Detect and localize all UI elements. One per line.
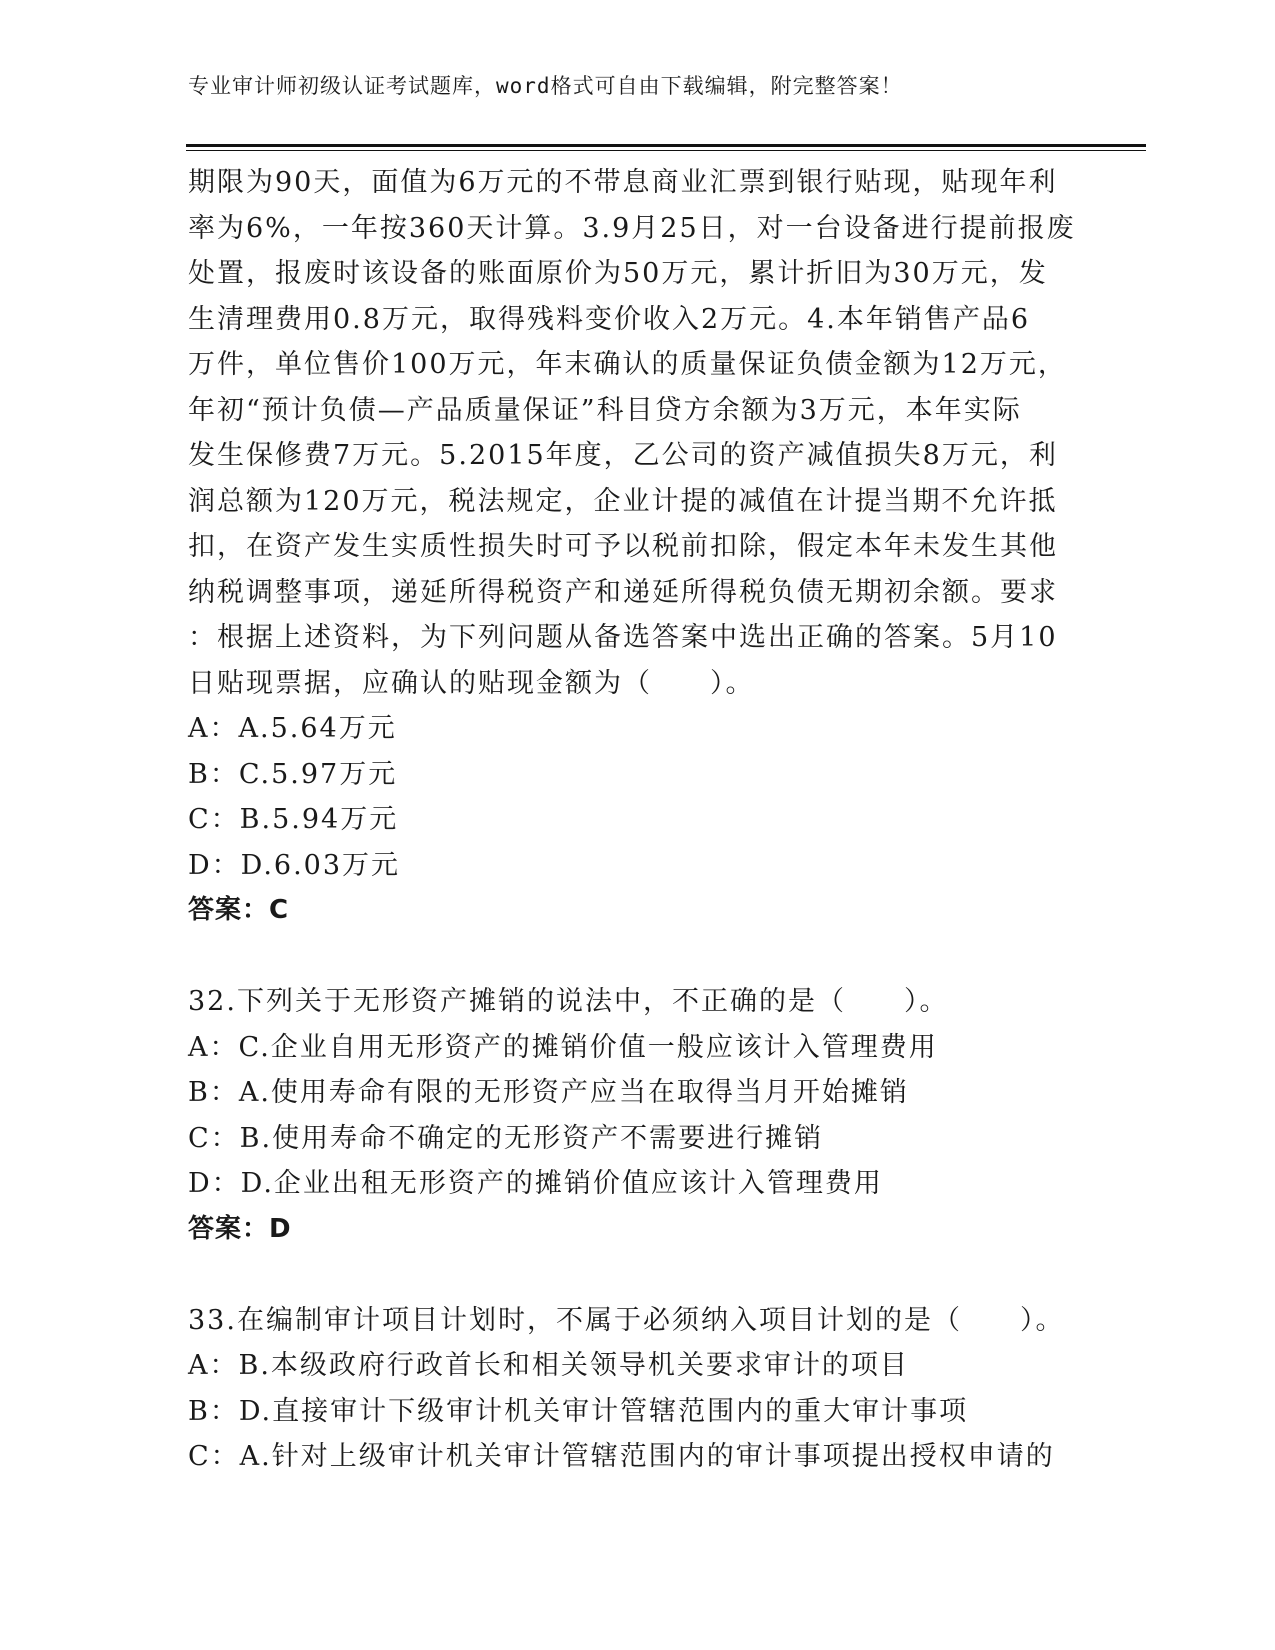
answer-label: 答案：C xyxy=(188,895,290,925)
question-32 xyxy=(188,979,1088,1252)
option-c: C：B.使用寿命不确定的无形资产不需要进行摊销 xyxy=(188,1122,824,1154)
option-b: B：A.使用寿命有限的无形资产应当在取得当月开始摊销 xyxy=(188,1077,909,1108)
option-a: A：A.5.64万元 xyxy=(188,713,397,744)
question-stem-line: 万件，单位售价100万元，年末确认的质量保证负债金额为12万元， xyxy=(188,349,1067,380)
question-stem-line: 润总额为120万元，税法规定，企业计提的减值在计提当期不允许抵 xyxy=(188,485,1058,517)
option-c: C：A.针对上级审计机关审计管辖范围内的审计事项提出授权申请的 xyxy=(188,1441,1055,1472)
question-stem-line: 期限为90天，面值为6万元的不带息商业汇票到银行贴现，贴现年利 xyxy=(188,167,1058,198)
answer-label: 答案：D xyxy=(188,1213,292,1244)
page-header: 专业审计师初级认证考试题库，word格式可自由下载编辑，附完整答案！ xyxy=(188,74,903,98)
question-stem-line: 发生保修费7万元。5.2015年度，乙公司的资产减值损失8万元，利 xyxy=(188,440,1058,471)
question-stem-line: 年初“预计负债—产品质量保证”科目贷方余额为3万元，本年实际 xyxy=(188,394,1022,426)
spacer xyxy=(188,934,1088,980)
question-33 xyxy=(188,1298,1088,1480)
spacer xyxy=(188,1252,1088,1298)
option-a: A：C.企业自用无形资产的摊销价值一般应该计入管理费用 xyxy=(188,1031,938,1063)
option-d: D：D.6.03万元 xyxy=(188,849,401,881)
header-rule-thin xyxy=(186,150,1146,151)
question-stem-line: 率为6%，一年按360天计算。3.9月25日，对一台设备进行提前报废 xyxy=(188,212,1076,244)
question-stem: 33.在编制审计项目计划时，不属于必须纳入项目计划的是（ ）。 xyxy=(188,1304,1065,1336)
question-stem-line: 生清理费用0.8万元，取得残料变价收入2万元。4.本年销售产品6 xyxy=(188,303,1031,335)
question-stem-line: 日贴现票据，应确认的贴现金额为（ ）。 xyxy=(188,667,755,699)
option-c: C：B.5.94万元 xyxy=(188,804,399,835)
option-b: B：D.直接审计下级审计机关审计管辖范围内的重大审计事项 xyxy=(188,1395,969,1427)
question-content xyxy=(188,160,1088,1480)
question-stem-line: 扣，在资产发生实质性损失时可予以税前扣除，假定本年未发生其他 xyxy=(188,531,1058,562)
option-b: B：C.5.97万元 xyxy=(188,758,398,790)
question-stem: 32.下列关于无形资产摊销的说法中，不正确的是（ ）。 xyxy=(188,986,949,1017)
header-rule-thick xyxy=(186,144,1146,147)
question-stem-line: 处置，报废时该设备的账面原价为50万元，累计折旧为30万元，发 xyxy=(188,258,1048,289)
question-stem-line: ：根据上述资料，为下列问题从备选答案中选出正确的答案。5月10 xyxy=(188,622,1058,653)
option-d: D：D.企业出租无形资产的摊销价值应该计入管理费用 xyxy=(188,1168,883,1199)
option-a: A：B.本级政府行政首长和相关领导机关要求审计的项目 xyxy=(188,1350,909,1381)
question-stem-line: 纳税调整事项，递延所得税资产和递延所得税负债无期初余额。要求 xyxy=(188,576,1058,608)
question-31 xyxy=(188,160,1088,934)
